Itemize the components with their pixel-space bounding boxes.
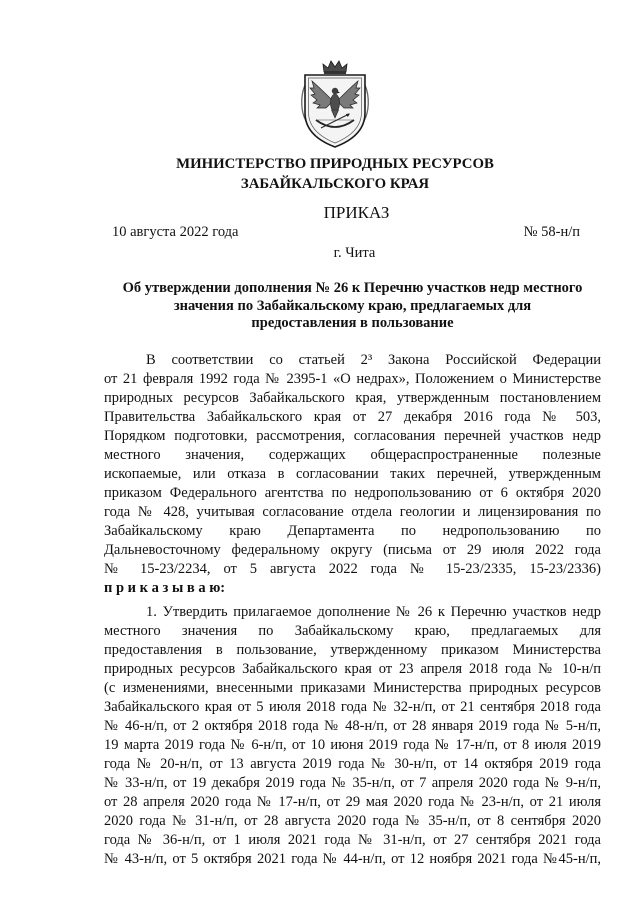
paragraph-line: В соответствии со статьей 2³ Закона Российской Федерации bbox=[146, 351, 601, 368]
paragraph-line: года № 20-н/п, от 13 августа 2019 года № 30-н/п, от 14 октября 2019 года bbox=[104, 755, 601, 772]
ministry-name-line-1: МИНИСТЕРСТВО ПРИРОДНЫХ РЕСУРСОВ bbox=[176, 156, 494, 172]
paragraph-line: 19 марта 2019 года № 6-н/п, от 10 июня 2019 года № 17-н/п, от 8 июля 2019 bbox=[104, 736, 601, 753]
document-date: 10 августа 2022 года bbox=[112, 224, 239, 240]
paragraph-line: от 28 апреля 2020 года № 17-н/п, от 29 мая 2020 года № 23-н/п, от 21 июля bbox=[104, 793, 601, 810]
document-title bbox=[104, 280, 601, 333]
paragraph-line: приказом Федерального агентства по недропользованию от 6 октября 2020 bbox=[104, 484, 601, 501]
paragraph-line: года № 428, учитывая согласование отдела геологии и лицензирования по bbox=[104, 503, 601, 520]
document-number: № 58-н/п bbox=[523, 224, 580, 240]
document-city: г. Чита bbox=[333, 245, 376, 261]
order-directive: п р и к а з ы в а ю: bbox=[104, 579, 226, 596]
document-type-title: ПРИКАЗ bbox=[323, 203, 390, 222]
ministry-header bbox=[100, 154, 570, 194]
paragraph-line: природных ресурсов Забайкальского края от 23 апреля 2018 года № 10-н/п bbox=[104, 660, 601, 677]
title-line: Об утверждении дополнения № 26 к Перечню участков недр местного bbox=[122, 280, 583, 296]
title-line: значения по Забайкальскому краю, предлагаемых для bbox=[173, 297, 532, 314]
paragraph-line: (с изменениями, внесенными приказами Министерства природных ресурсов bbox=[104, 679, 601, 696]
paragraph-line: Правительства Забайкальского края от 27 декабря 2016 года № 503, bbox=[104, 408, 601, 425]
paragraph-line: Порядком подготовки, рассмотрения, согласования перечней участков недр bbox=[104, 427, 601, 444]
paragraph-line: Забайкальскому краю Департамента по недропользованию по bbox=[104, 522, 601, 539]
paragraph-line: 2020 года № 31-н/п, от 28 августа 2020 года № 35-н/п, от 8 сентября 2020 bbox=[104, 812, 601, 829]
paragraph-line: 1. Утвердить прилагаемое дополнение № 26 к Перечню участков недр bbox=[146, 603, 601, 620]
paragraph-line: природных ресурсов Забайкальского края, утвержденным постановлением bbox=[104, 389, 601, 406]
paragraph-line: ископаемые, или отказа в согласовании таких перечней, утвержденным bbox=[104, 465, 601, 482]
paragraph-line: предоставления в пользование, утвержденному приказом Министерства bbox=[104, 641, 601, 658]
paragraph-line: Дальневосточному федеральному округу (письма от 29 июля 2022 года bbox=[104, 541, 601, 558]
paragraph-line: № 43-н/п, от 5 октября 2021 года № 44-н/п, от 12 ноября 2021 года №45-н/п, bbox=[104, 850, 601, 867]
title-line: предоставления в пользование bbox=[251, 315, 454, 331]
paragraph-line: № 46-н/п, от 2 октября 2018 года № 48-н/п, от 28 января 2019 года № 5-н/п, bbox=[104, 717, 601, 734]
paragraph-line: местного значения, содержащих общераспространенные полезные bbox=[104, 446, 601, 463]
coat-of-arms-icon bbox=[299, 57, 371, 149]
paragraph-line: года № 36-н/п, от 1 июля 2021 года № 31-н/п, от 27 сентября 2021 года bbox=[104, 831, 601, 848]
paragraph-line: Забайкальского края от 5 июля 2018 года № 32-н/п, от 21 сентября 2018 года bbox=[104, 698, 601, 715]
paragraph-line: № 33-н/п, от 19 декабря 2019 года № 35-н/п, от 7 апреля 2020 года № 9-н/п, bbox=[104, 774, 601, 791]
paragraph-line: местного значения по Забайкальскому краю, предлагаемых для bbox=[104, 622, 601, 639]
ministry-name-line-2: ЗАБАЙКАЛЬСКОГО КРАЯ bbox=[240, 176, 430, 192]
body-paragraph-2 bbox=[104, 603, 601, 869]
body-paragraph-1 bbox=[104, 351, 601, 598]
paragraph-line: от 21 февраля 1992 года № 2395-1 «О недрах», Положением о Министерстве bbox=[104, 370, 601, 387]
paragraph-line: № 15-23/2234, от 5 августа 2022 года № 15-23/2335, 15-23/2336) bbox=[104, 560, 601, 577]
